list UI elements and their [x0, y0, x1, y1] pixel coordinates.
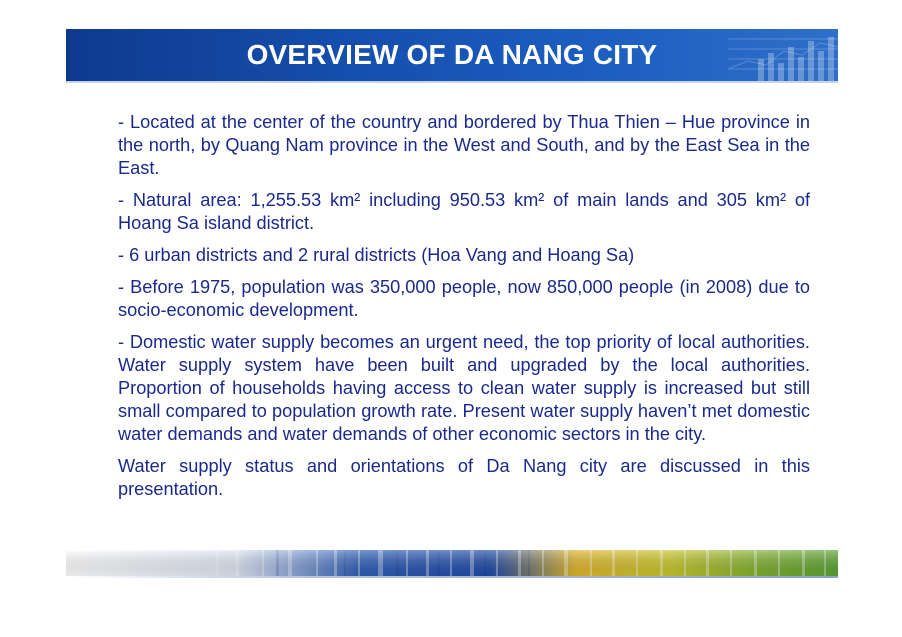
paragraph-presentation-scope: Water supply status and orientations of Da Nang city are discussed in this presentation. [118, 456, 810, 499]
title-underline [66, 81, 838, 83]
paragraph-population: - Before 1975, population was 350,000 people, now 850,000 people (in 2008) due to socio-economic development. [118, 277, 810, 320]
decorative-footer-band [66, 550, 838, 576]
slide-body [118, 111, 810, 510]
slide-title: OVERVIEW OF DA NANG CITY [246, 39, 658, 70]
paragraph-water-supply: - Domestic water supply becomes an urgent need, the top priority of local authorities. Water supply system have been built and upgraded by the local authorities. Proportion of households having access to clean water supply is increased but still small compared to population growth rate. Present water supply haven’t met domestic water demands and water demands of other economic sectors in the city. [118, 332, 810, 444]
paragraph-natural-area: - Natural area: 1,255.53 km² including 950.53 km² of main lands and 305 km² of Hoang Sa island district. [118, 190, 810, 233]
title-bar [66, 29, 838, 81]
paragraph-location: - Located at the center of the country and bordered by Thua Thien – Hue province in the north, by Quang Nam province in the West and South, and by the East Sea in the East. [118, 112, 810, 178]
footer-line [66, 576, 838, 578]
paragraph-districts: - 6 urban districts and 2 rural districts (Hoa Vang and Hoang Sa) [118, 245, 635, 265]
